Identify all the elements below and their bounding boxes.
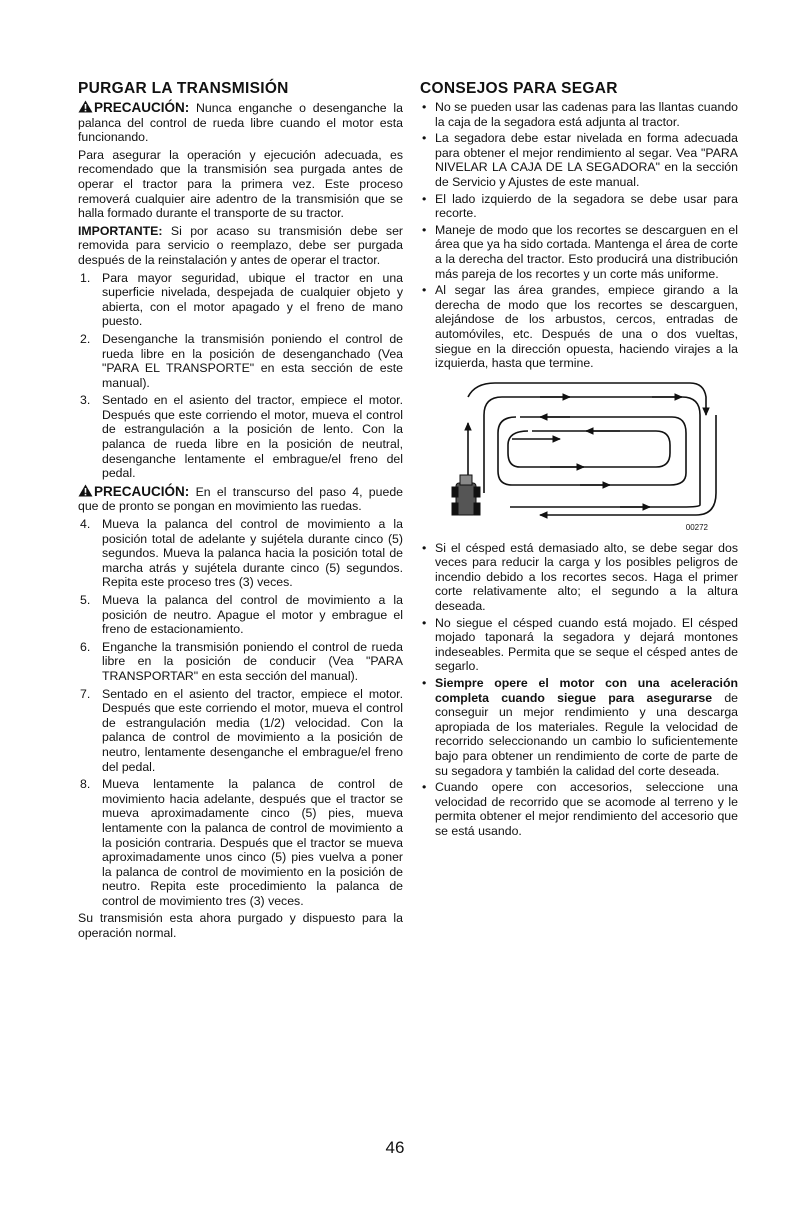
diagram-code: 00272	[685, 522, 708, 532]
important-label: IMPORTANTE:	[78, 223, 163, 238]
step-text: Sentado en el asiento del tractor, empiece el motor. Después que este corriendo el motor, mueva el control de estrangulación a la posición de lento. Con la palanca de rueda libre en la posición de neutral, desenganche lentamente el embrague/el freno del pedal.	[102, 393, 403, 481]
tips-list-a	[420, 100, 738, 371]
step-number: 5.	[80, 593, 91, 607]
tip-item	[420, 616, 738, 674]
step-item	[78, 517, 403, 590]
tip-text: El lado izquierdo de la segadora se debe usar para recorte.	[435, 191, 738, 221]
tip-item	[420, 676, 738, 778]
important-text: Si por acaso su transmisión debe ser removida para servicio o reemplazo, debe ser purgada después de la reinstalación y antes de operar el tractor.	[78, 223, 403, 267]
step-text: Desenganche la transmisión poniendo el control de rueda libre en la posición de desenganchado (Vea "PARA EL TRANSPORTE" en esta sección de este manual).	[102, 331, 403, 390]
tip-text: Maneje de modo que los recortes se descarguen en el área que ya ha sido cortada. Mantenga el área de corte a la derecha del tractor. Esto producirá una distribución más pareja de los recortes y un corte más uniforme.	[435, 222, 738, 281]
step-text: Enganche la transmisión poniendo el control de rueda libre en la posición de conducir (Vea "PARA TRANSPORTAR" en esta sección del manual).	[102, 639, 403, 683]
step-item	[78, 777, 403, 908]
tip-item	[420, 541, 738, 614]
section-title-mowing-tips: CONSEJOS PARA SEGAR	[420, 80, 618, 97]
tip-text: Si el césped está demasiado alto, se debe segar dos veces para reducir la carga y los posibles peligros de incendio debido a los recortes secos. Haga el primer corte relativamente alto; el segundo a la altura deseada.	[435, 540, 738, 614]
caution-label: PRECAUCIÓN:	[94, 100, 190, 115]
caution-note-1	[78, 100, 403, 145]
tip-text: Cuando opere con accesorios, seleccione una velocidad de recorrido que se acomode al terreno y le permita obtener el mejor rendimiento del accesorio que se está usando.	[435, 780, 738, 838]
bullet: •	[422, 100, 427, 114]
step-number: 1.	[80, 270, 91, 285]
path-loop-3	[498, 417, 686, 485]
important-note	[78, 224, 403, 268]
warning-icon	[78, 484, 93, 497]
bullet: •	[422, 676, 427, 691]
tip-text: de conseguir un mejor rendimiento y una descarga apropiada de los materiales. Regule la velocidad de recorrido seleccionando un cambio lo suficientemente bajo para obtener un rendimiento de corte de parte de su segadora y también la calidad del corte deseada.	[435, 690, 738, 778]
tractor-icon	[452, 475, 480, 515]
step-item	[78, 271, 403, 329]
tip-text: Al segar las área grandes, empiece girando a la derecha de modo que los recortes se descarguen, alejándose de los arbustos, cercos, entradas de automóviles, etc. Después de una o dos vueltas, siegue en la dirección opuesta, haciendo virajes a la izquierda, hasta que termine.	[435, 283, 738, 371]
caution-label: PRECAUCIÓN:	[94, 483, 190, 499]
step-text: Mueva la palanca del control de movimiento a la posición de neutro. Apague el motor y embrague el freno de estacionamiento.	[102, 593, 403, 637]
tip-item	[420, 223, 738, 281]
caution-text: En el transcurso del paso 4, puede que de pronto se pongan en movimiento las ruedas.	[78, 484, 403, 514]
step-item	[78, 593, 403, 637]
bullet: •	[422, 283, 427, 298]
mowing-pattern-figure	[420, 375, 738, 533]
step-number: 2.	[80, 331, 91, 346]
step-number: 8.	[80, 777, 91, 792]
warning-icon	[78, 100, 93, 113]
tip-item	[420, 131, 738, 189]
path-loop-4	[508, 431, 670, 467]
path-outer-top	[468, 383, 706, 415]
left-column	[78, 80, 403, 944]
caution-text: Nunca enganche o desenganche la palanca del control de rueda libre cuando el motor esta funcionando.	[78, 101, 403, 145]
step-text: Para mayor seguridad, ubique el tractor en una superficie nivelada, despejada de cualquier objeto y abierta, con el motor apagado y el freno de mano puesto.	[102, 270, 403, 329]
tip-text: La segadora debe estar nivelada en forma adecuada para obtener el mejor rendimiento al segar. Vea "PARA NIVELAR LA CAJA DE LA SEGADORA" en la sección de Servicio y Ajustes de este manual.	[435, 131, 738, 189]
bullet: •	[422, 615, 427, 630]
tip-text: No se pueden usar las cadenas para las llantas cuando la caja de la segadora está adjunta al tractor.	[435, 100, 738, 129]
bullet: •	[422, 222, 427, 237]
tip-item	[420, 780, 738, 838]
intro-paragraph: Para asegurar la operación y ejecución adecuada, es recomendado que la transmisión sea purgada antes de operar el tractor para la primera vez. Este proceso removerá cualquier aire adentro de la transmisión que se halla formado durante el transporte de su tractor.	[78, 147, 403, 221]
tip-item	[420, 283, 738, 371]
path-loop-2	[484, 397, 700, 507]
tip-bold-text: Siempre opere el motor con una aceleración completa cuando siegue para asegurarse	[435, 676, 738, 705]
bullet: •	[422, 191, 427, 206]
step-item	[78, 640, 403, 684]
tip-item	[420, 100, 738, 129]
step-item	[78, 393, 403, 481]
page-number: 46	[385, 1138, 405, 1157]
step-number: 4.	[80, 517, 91, 532]
step-text: Mueva la palanca del control de movimiento a la posición total de adelante y sujétela durante cinco (5) segundos. Mueva la palanca hacia la posición total de marcha atrás y sujétela durante cinco (5) segundos. Repita este proceso tres (3) veces.	[102, 517, 403, 590]
step-number: 3.	[80, 393, 91, 408]
step-item	[78, 332, 403, 390]
caution-note-2	[78, 484, 403, 514]
closing-paragraph: Su transmisión esta ahora purgado y dispuesto para la operación normal.	[78, 911, 403, 941]
step-number: 6.	[80, 639, 91, 654]
path-outer-right-bottom	[570, 415, 716, 515]
step-text: Sentado en el asiento del tractor, empiece el motor. Después que este corriendo el motor, mueva el control de estrangulación media (1/2) velocidad. Con la palanca de control de movimiento a la posición de neutro, lentamente desenganche el embrague/el freno del pedal.	[102, 686, 403, 774]
mowing-pattern-diagram	[420, 375, 738, 533]
section-title-purge: PURGAR LA TRANSMISIÓN	[78, 80, 289, 97]
bullet: •	[422, 131, 427, 146]
tip-text: No siegue el césped cuando está mojado. El césped mojado taponará la segadora y dejará montones indeseables. Permita que se seque el césped antes de segarlo.	[435, 615, 738, 674]
steps-list-a	[78, 271, 403, 481]
step-text: Mueva lentamente la palanca de control de movimiento hacia adelante, después que el tractor se mueva aproximadamente cinco (5) pies, mueva lentamente con la palanca de control de movimiento a la posición contraria. Después que el tractor se mueva aproximadamente unos cinco (5) pies vuelva a poner la palanca de control de movimiento en la posición de neutro. Repita este procedimiento la palanca de control de movimiento tres (3) veces.	[102, 777, 403, 908]
tip-item	[420, 192, 738, 221]
bullet: •	[422, 780, 427, 795]
tips-list-b	[420, 541, 738, 839]
step-item	[78, 687, 403, 775]
bullet: •	[422, 540, 427, 555]
step-number: 7.	[80, 686, 91, 701]
steps-list-b	[78, 517, 403, 908]
right-column	[420, 80, 738, 841]
